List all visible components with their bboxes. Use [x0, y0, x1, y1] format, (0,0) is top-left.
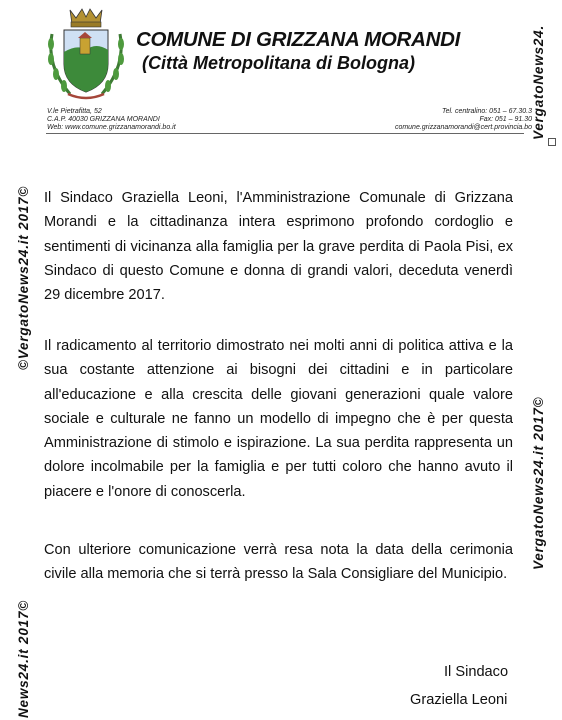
fax-number: Fax: 051 – 91.30: [479, 116, 532, 123]
address-line-2: C.A.P. 40030 GRIZZANA MORANDI: [47, 116, 160, 123]
paragraph-1: Il Sindaco Graziella Leoni, l'Amministrazione Comunale di Grizzana Morandi e la cittadinanza intera esprimono profondo cordoglio e sentimenti di vicinanza alla famiglia per la grave perdita di Paola Pisi, ex Sindaco di questo Comune e donna di grandi valori, deceduta venerdì 29 dicembre 2017.: [44, 190, 513, 304]
paragraph-2: Il radicamento al territorio dimostrato nei molti anni di politica attiva e la sua costante attenzione ai bisogni dei cittadini e in particolare all'educazione e alla crescita delle giovani generazioni quale valore sociale e culturale ne fanno un modello di impegno che è per questa Amministrazione di stimolo e ispirazione. La sua perdita rappresenta un dolore incolmabile per la famiglia e per tutti coloro che hanno avuto il piacere e l'onore di conoscerla.: [44, 338, 513, 500]
letterhead-divider: [46, 133, 524, 134]
address-line-1: V.le Pietrafitta, 52: [47, 108, 102, 115]
municipal-crest-icon: [42, 4, 130, 104]
watermark-right-lower: VergatoNews24.it 2017©: [531, 396, 546, 570]
email-link[interactable]: comune.grizzanamorandi@cert.provincia.bo: [394, 124, 532, 131]
watermark-left-lower: News24.it 2017©: [16, 599, 31, 718]
letterhead-title: COMUNE DI GRIZZANA MORANDI: [136, 28, 460, 51]
letterhead-subtitle: (Città Metropolitana di Bologna): [142, 53, 415, 73]
paragraph-3: Con ulteriore comunicazione verrà resa nota la data della cerimonia civile alla memoria che si terrà presso la Sala Consigliare del Municipio.: [44, 542, 513, 583]
phone-number: Tel. centralino: 051 – 67.30.3: [441, 108, 532, 115]
checkbox-square-icon: [548, 138, 556, 146]
watermark-left-upper: ©VergatoNews24.it 2017©: [16, 185, 31, 370]
signature-name: Graziella Leoni: [410, 692, 508, 708]
signature-role: Il Sindaco: [444, 664, 509, 680]
watermark-right-upper: VergatoNews24.: [531, 25, 546, 140]
website-link[interactable]: Web: www.comune.grizzanamorandi.bo.it: [47, 124, 176, 131]
